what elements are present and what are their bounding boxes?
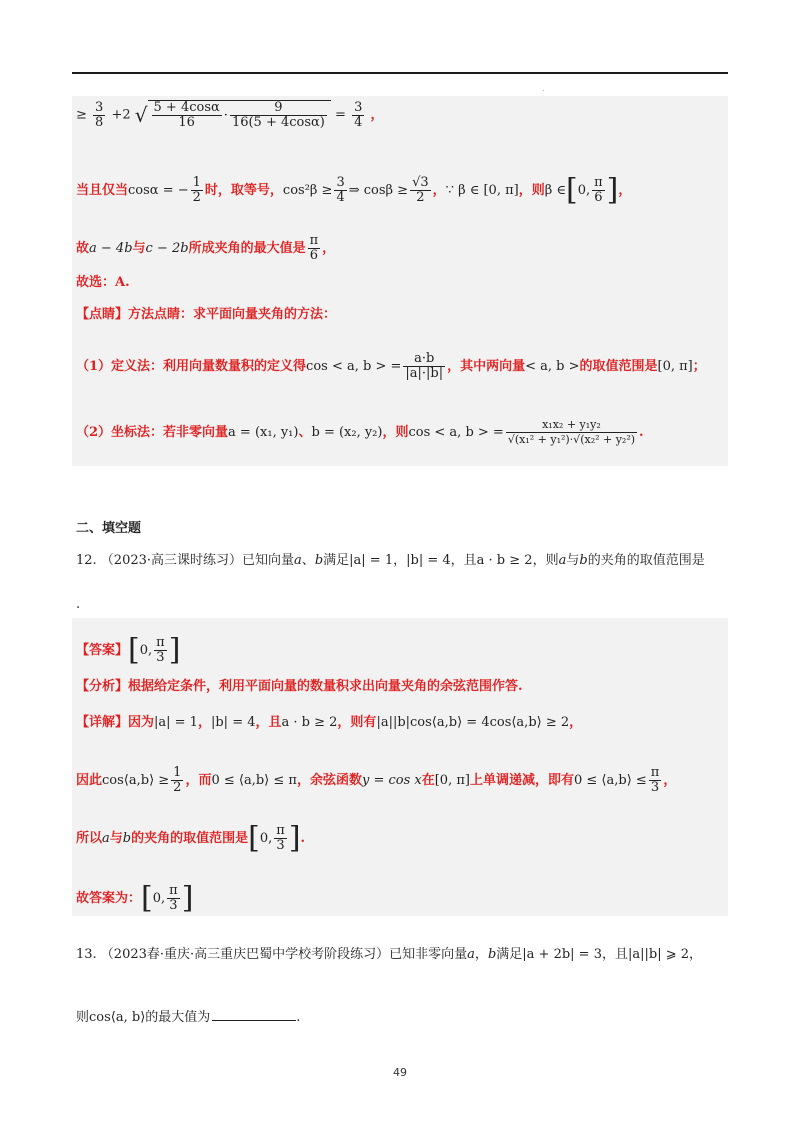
q12-detail: 【详解】因为|a| = 1，|b| = 4，且a · b ≥ 2，则有|a||b|cos⟨a,b⟩ = 4cos⟨a,b⟩ ≥ 2，: [76, 715, 583, 730]
header-rule: [72, 72, 728, 74]
prev-line-6: （1）定义法：利用向量数量积的定义得cos < a, b > = $\frac{a\cdot b}{|a|\cdot|b|}$ ，其中两向量< a, b >的取值范围是[0, π]；: [76, 351, 706, 381]
section-title: 二、填空题: [76, 521, 142, 536]
question-13-line2: 则cos⟨a, b⟩的最大值为 .: [76, 1006, 300, 1027]
page-number: 49: [393, 1066, 407, 1079]
prev-line-7: （2）坐标法：若非零向量a = (x₁, y₁)、b = (x₂, y₂)，则cos < a, b > = $\frac{\text{x₁x₂ + y₁y₂}}{\text{√(x₁² + y₁²)·√(x₂² + y₂²)}}$ .: [76, 418, 644, 446]
solution-panel-prev: [72, 96, 728, 466]
decorative-dot: .: [542, 84, 545, 93]
q12-final-answer: 故答案为：[0, $\frac{\pi}{3}$ ]: [76, 880, 194, 916]
prev-line-5: 【点睛】方法点睛：求平面向量夹角的方法：: [76, 307, 337, 322]
prev-line-3: 故a − 4b与c − 2b所成夹角的最大值是 $\frac{\pi}{6}$ ，: [76, 233, 336, 263]
q12-hence: 因此cos⟨a,b⟩ ≥ $\frac{1}{2}$ ，而0 ≤ ⟨a,b⟩ ≤ π，余弦函数y = cos x在[0, π]上单调递减，即有0 ≤ ⟨a,b⟩ ≤ $\frac{\pi}{3}$ ，: [76, 765, 677, 795]
question-12: 12. （2023·高三课时练习）已知向量a、b满足|a| = 1，|b| = 4，且a · b ≥ 2，则a与b的夹角的取值范围是: [76, 553, 705, 568]
answer-blank[interactable]: [212, 1006, 296, 1021]
prev-line-4: 故选：A.: [76, 275, 130, 290]
q12-answer: 【答案】[0, $\frac{\pi}{3}$ ]: [76, 632, 181, 668]
prev-line-2: 当且仅当cosα = − $\frac{1}{2}$ 时，取等号，cos²β ≥ $\frac{3}{4}$ ⇒ cosβ ≥ $\frac{√3}{2}$ ，∵ β ∈ [0, π]，则β ∈[0, $\frac{\pi}{6}$ ]，: [76, 172, 632, 208]
question-13: 13. （2023春·重庆·高三重庆巴蜀中学校考阶段练习）已知非零向量a，b满足|a + 2b| = 3，且|a||b| ⩾ 2，: [76, 947, 703, 962]
prev-line-1: ≥ $\frac{3}{8}$ +2 √ $\frac{5 + 4\cos\alpha}{16}$ · $\frac{9}{16(5 + 4\cos\alpha)}$ = $\frac{3}{4}$ ，: [76, 99, 384, 130]
q12-so: 所以a与b的夹角的取值范围是[0, $\frac{\pi}{3}$ ].: [76, 820, 306, 856]
question-12-line2: .: [76, 597, 81, 612]
q12-analysis: 【分析】根据给定条件，利用平面向量的数量积求出向量夹角的余弦范围作答.: [76, 679, 523, 694]
